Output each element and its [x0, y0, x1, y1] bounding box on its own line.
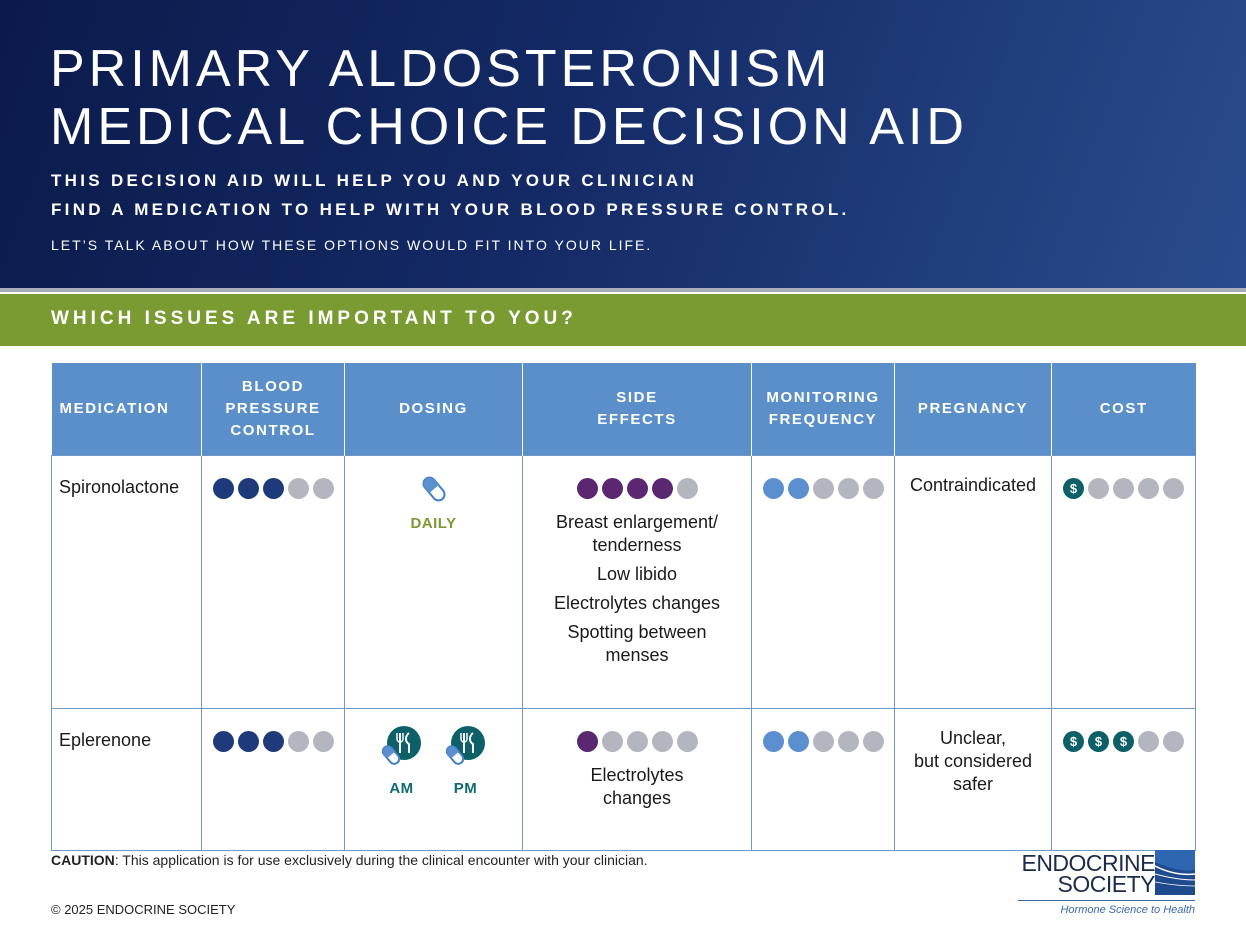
column-header-side-effects — [523, 363, 752, 456]
rating-dot-filled — [763, 478, 784, 499]
side-effects-rating — [523, 731, 751, 752]
rating-dot-empty — [1138, 731, 1159, 752]
column-header-cost: COST — [1052, 363, 1196, 456]
column-header-dosing: DOSING — [345, 363, 523, 456]
copyright: © 2025 ENDOCRINE SOCIETY — [51, 902, 236, 917]
page-title — [50, 40, 968, 156]
column-header-pregnancy: PREGNANCY — [895, 363, 1052, 456]
pill-meal-icon — [382, 725, 422, 775]
pregnancy-line1: Unclear, — [939, 728, 1007, 748]
monitoring-cell — [752, 456, 895, 709]
pill-meal-icon — [446, 725, 486, 775]
side-effect-item: Low libido — [596, 564, 678, 584]
page-subtitle — [51, 166, 850, 224]
rating-dot-empty — [863, 731, 884, 752]
caution-label: CAUTION — [51, 852, 115, 868]
rating-dot-filled — [263, 478, 284, 499]
rating-dot-filled — [213, 731, 234, 752]
comparison-table — [51, 363, 1196, 851]
pregnancy-line2: but considered safer — [913, 751, 1033, 794]
rating-dot-filled — [788, 731, 809, 752]
dosing-cell — [345, 709, 523, 851]
rating-dot-filled — [652, 478, 673, 499]
cost-rating — [1052, 731, 1195, 752]
cost-cell — [1052, 709, 1196, 851]
side-effects-rating — [523, 478, 751, 499]
side-effects-cell — [523, 709, 752, 851]
rating-dot-filled — [238, 478, 259, 499]
bp-header-line3: CONTROL — [230, 422, 316, 439]
rating-dot-filled — [577, 478, 598, 499]
side-effect-item: Breast enlargement/ tenderness — [555, 512, 719, 555]
rating-dot-empty — [602, 731, 623, 752]
side-effect-item: Electrolytes changes — [553, 593, 721, 613]
monitoring-cell — [752, 709, 895, 851]
header-note: LET’S TALK ABOUT HOW THESE OPTIONS WOULD FIT INTO YOUR LIFE. — [51, 237, 653, 253]
side-effect-item: Spotting between menses — [567, 622, 707, 665]
rating-dot-empty — [677, 478, 698, 499]
pill-icon — [420, 474, 448, 510]
rating-dot-empty — [652, 731, 673, 752]
table-header-row — [52, 363, 1196, 456]
pregnancy-value: Contraindicated — [895, 456, 1052, 709]
bp-header-line2: PRESSURE — [225, 400, 321, 417]
rating-dot-empty — [1163, 478, 1184, 499]
header-divider — [0, 288, 1246, 292]
caution-text: : This application is for use exclusively during the clinical encounter with your clinician. — [114, 852, 648, 868]
table-row — [52, 709, 1196, 851]
dosing-label: DAILY — [410, 515, 457, 532]
page-subtitle-line1: THIS DECISION AID WILL HELP YOU AND YOUR CLINICIAN — [51, 171, 698, 190]
rating-dot-filled — [602, 478, 623, 499]
rating-dot-filled — [213, 478, 234, 499]
cost-rating — [1052, 478, 1195, 499]
bp-control-rating — [202, 478, 344, 499]
medication-name: Spironolactone — [52, 456, 202, 709]
rating-dot-filled: $ — [1113, 731, 1134, 752]
rating-dot-filled: $ — [1063, 731, 1084, 752]
rating-dot-empty — [313, 478, 334, 499]
cost-cell — [1052, 456, 1196, 709]
logo-divider — [1018, 900, 1195, 901]
rating-dot-empty — [838, 731, 859, 752]
page-subtitle-line2: FIND A MEDICATION TO HELP WITH YOUR BLOOD PRESSURE CONTROL. — [51, 200, 850, 219]
endocrine-society-logo — [1018, 849, 1195, 917]
logo-mark-icon — [1155, 850, 1195, 895]
column-header-medication: MEDICATION — [52, 363, 202, 456]
caution-note — [51, 852, 648, 868]
logo-line2: SOCIETY — [1057, 871, 1155, 897]
rating-dot-empty — [677, 731, 698, 752]
side-effect-item: Electrolytes changes — [590, 765, 684, 808]
section-heading: WHICH ISSUES ARE IMPORTANT TO YOU? — [51, 308, 577, 329]
rating-dot-empty — [863, 478, 884, 499]
rating-dot-empty — [288, 478, 309, 499]
page-title-line2: MEDICAL CHOICE DECISION AID — [50, 98, 968, 156]
side-header-line1: SIDE — [616, 389, 658, 406]
header-banner — [0, 0, 1246, 288]
monitoring-header-line1: MONITORING — [766, 389, 880, 406]
rating-dot-filled — [263, 731, 284, 752]
rating-dot-empty — [627, 731, 648, 752]
bp-header-line1: BLOOD — [241, 378, 305, 395]
rating-dot-filled — [763, 731, 784, 752]
rating-dot-empty — [813, 478, 834, 499]
logo-tagline: Hormone Science to Health — [1060, 904, 1195, 916]
column-header-bp-control — [202, 363, 345, 456]
rating-dot-empty — [1138, 478, 1159, 499]
medication-name: Eplerenone — [52, 709, 202, 851]
rating-dot-empty — [288, 731, 309, 752]
bp-control-cell — [202, 709, 345, 851]
rating-dot-empty — [813, 731, 834, 752]
rating-dot-empty — [1088, 478, 1109, 499]
dosing-pm-label: PM — [453, 780, 478, 797]
pregnancy-value — [895, 709, 1052, 851]
side-effects-cell — [523, 456, 752, 709]
bp-control-rating — [202, 731, 344, 752]
rating-dot-filled: $ — [1063, 478, 1084, 499]
rating-dot-filled — [577, 731, 598, 752]
column-header-monitoring — [752, 363, 895, 456]
bp-control-cell — [202, 456, 345, 709]
side-header-line2: EFFECTS — [597, 411, 677, 428]
rating-dot-filled — [627, 478, 648, 499]
monitoring-rating — [752, 478, 894, 499]
rating-dot-empty — [1113, 478, 1134, 499]
rating-dot-empty — [313, 731, 334, 752]
rating-dot-empty — [838, 478, 859, 499]
rating-dot-filled: $ — [1088, 731, 1109, 752]
monitoring-header-line2: FREQUENCY — [768, 411, 878, 428]
table-row — [52, 456, 1196, 709]
logo-line1: ENDOCRINE — [1021, 850, 1155, 876]
page-title-line1: PRIMARY ALDOSTERONISM — [50, 40, 832, 98]
monitoring-rating — [752, 731, 894, 752]
dosing-cell — [345, 456, 523, 709]
rating-dot-filled — [788, 478, 809, 499]
section-band — [0, 294, 1246, 346]
rating-dot-filled — [238, 731, 259, 752]
dosing-am-label: AM — [389, 780, 414, 797]
rating-dot-empty — [1163, 731, 1184, 752]
